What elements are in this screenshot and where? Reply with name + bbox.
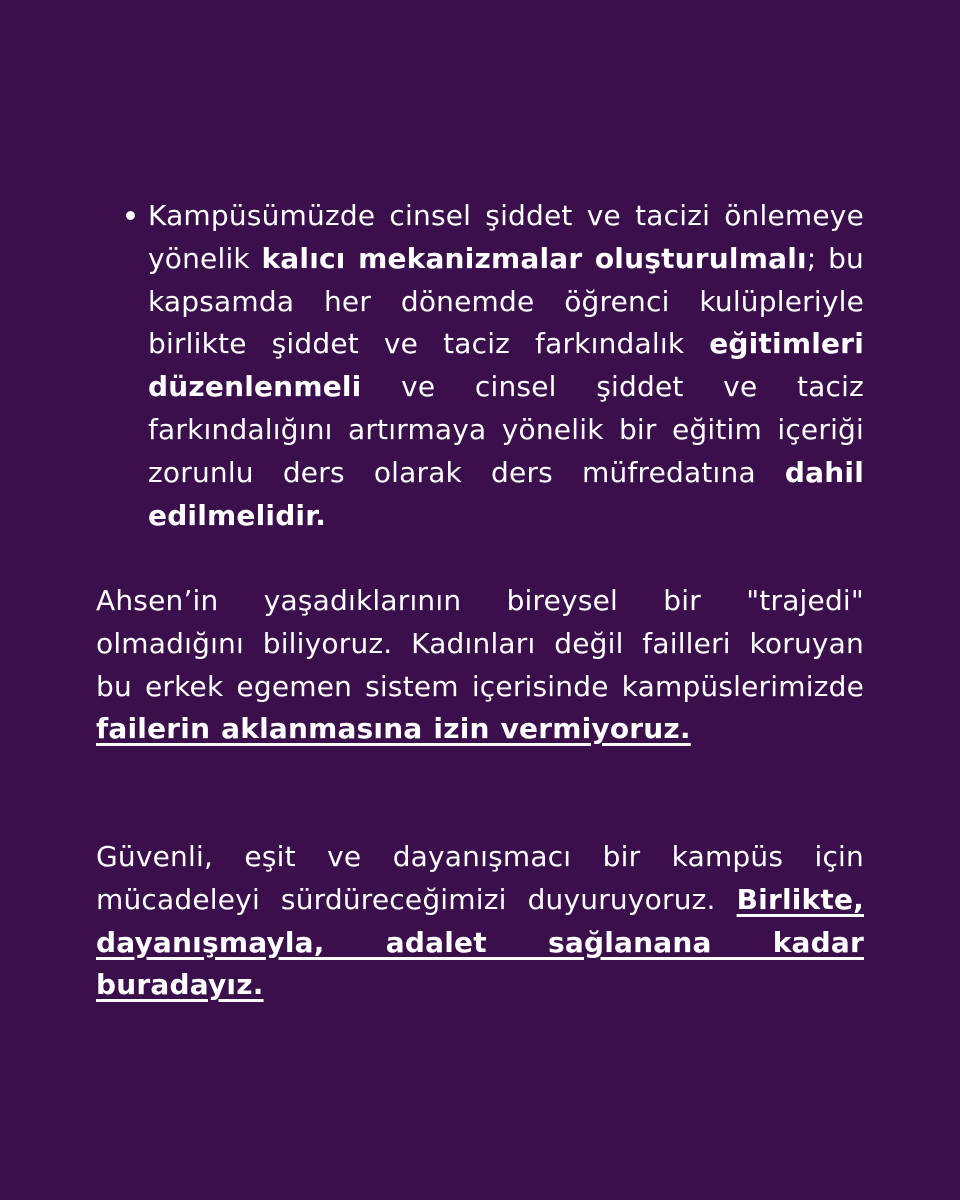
paragraph-1-text: Ahsen’in yaşadıklarının bireysel bir "trajedi" olmadığını biliyoruz. Kadınları değil failleri koruyan bu erkek egemen sistem içerisinde kampüslerimizde: [96, 584, 864, 703]
bullet-text-3: ve cinsel şiddet ve taciz farkındalığını artırmaya yönelik bir eğitim içeriği zorunlu ders olarak ders müfredatına: [148, 370, 864, 489]
bullet-bold-3: dahil edilmelidir.: [148, 455, 864, 532]
paragraph-1-emphasis: failerin aklanmasına izin vermiyoruz.: [96, 712, 691, 746]
bullet-item-text: [148, 195, 864, 537]
paragraph-2-text: Güvenli, eşit ve dayanışmacı bir kampüs için mücadeleyi sürdüreceğimizi duyuruyoruz.: [96, 840, 864, 916]
bullet-bold-1: kalıcı mekanizmalar oluşturulmalı: [261, 241, 807, 275]
bullet-bold-2: eğitimleri düzenlenmeli: [148, 327, 864, 404]
paragraph-solidarity: [96, 836, 864, 1007]
paragraph-ahsen: [96, 580, 864, 751]
bullet-point-icon: [126, 211, 135, 220]
bullet-text-2: ; bu kapsamda her dönemde öğrenci kulüpleriyle birlikte şiddet ve taciz farkındalık: [148, 241, 864, 361]
bullet-text-1: Kampüsümüzde cinsel şiddet ve tacizi önlemeye yönelik: [148, 199, 864, 275]
paragraph-2-emphasis: Birlikte, dayanışmayla, adalet sağlanana kadar buradayız.: [96, 882, 864, 1002]
